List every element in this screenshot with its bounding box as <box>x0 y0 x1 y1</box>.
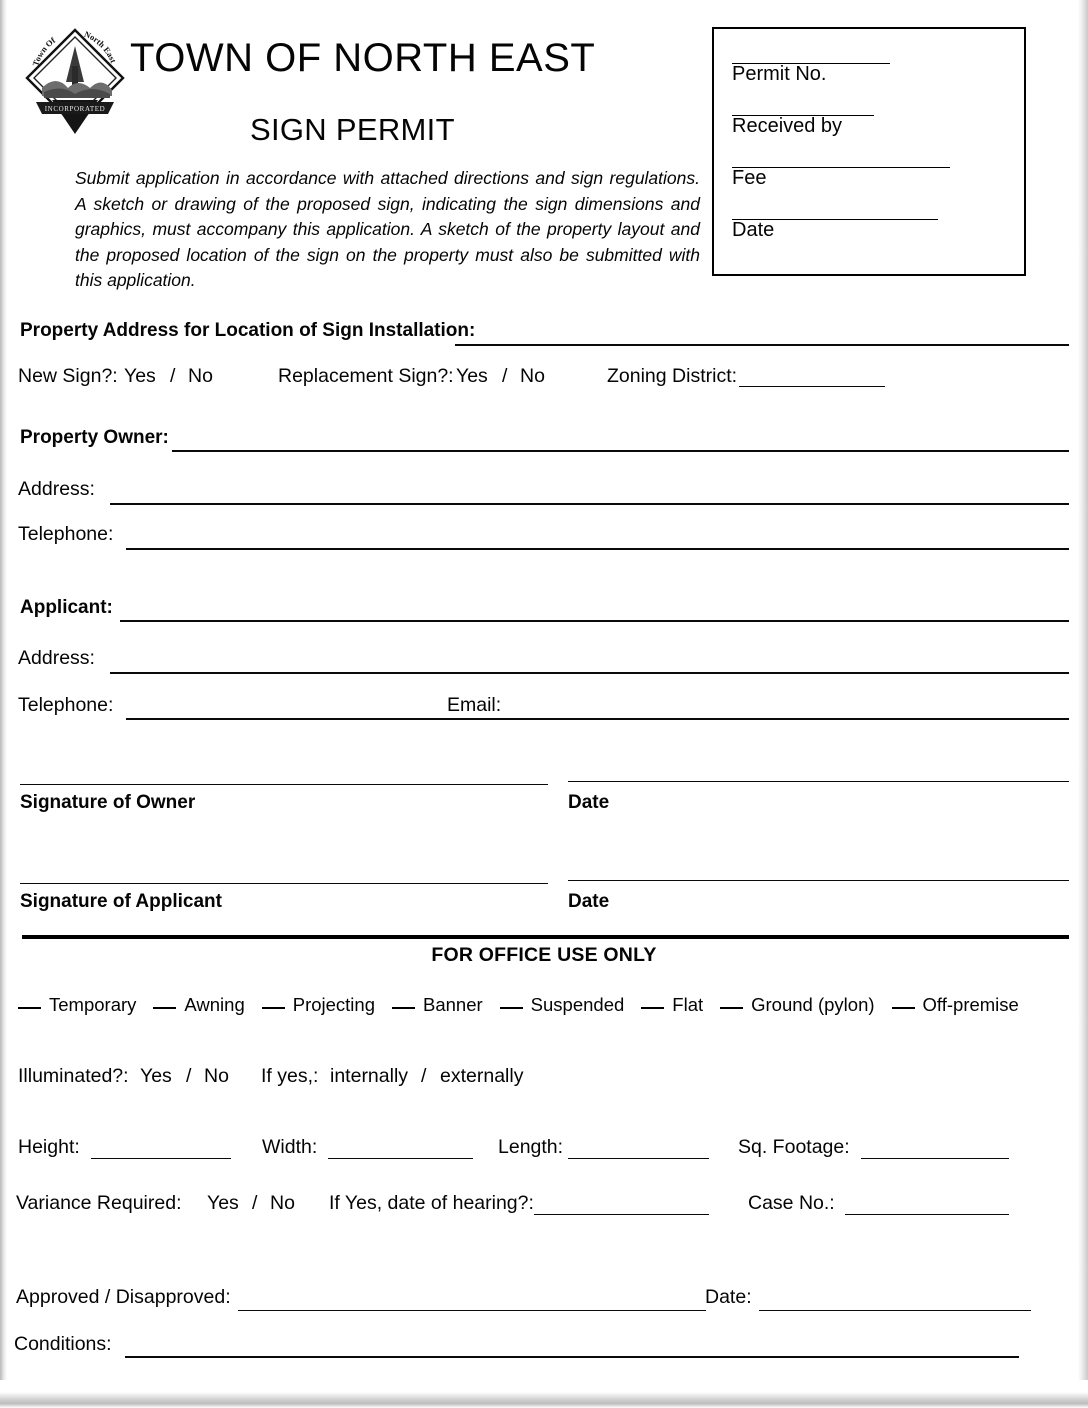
width-label: Width: <box>262 1136 318 1158</box>
applicant-email-input[interactable] <box>440 718 1069 720</box>
approved-date-label: Date: <box>705 1286 752 1308</box>
applicant-signature-label: Signature of Applicant <box>20 891 222 912</box>
sign-type-banner-label: Banner <box>423 994 483 1015</box>
variance-yes-option[interactable]: Yes <box>207 1192 239 1214</box>
replacement-sign-no-option[interactable]: No <box>520 365 545 387</box>
new-sign-no-option[interactable]: No <box>188 365 213 387</box>
sign-type-flat-blank[interactable] <box>641 1007 664 1009</box>
width-input[interactable] <box>328 1158 473 1159</box>
owner-signature-label: Signature of Owner <box>20 792 196 813</box>
illuminated-separator: / <box>186 1065 192 1087</box>
owner-address-label: Address: <box>18 478 95 500</box>
office-use-title: FOR OFFICE USE ONLY <box>431 944 657 966</box>
office-receipt-box <box>712 27 1026 276</box>
permit-no-label: Permit No. <box>732 63 827 85</box>
sign-type-off-premise-label: Off-premise <box>922 994 1019 1015</box>
svg-text:Town Of: Town Of <box>30 35 58 68</box>
sign-type-ground-pylon-blank[interactable] <box>720 1007 743 1009</box>
property-owner-input[interactable] <box>172 450 1069 452</box>
sign-type-off-premise[interactable] <box>892 994 1019 1016</box>
fee-label: Fee <box>732 167 767 189</box>
sign-type-banner[interactable] <box>392 994 483 1016</box>
sq-footage-input[interactable] <box>861 1158 1009 1159</box>
sign-type-awning-label: Awning <box>184 994 245 1015</box>
sign-type-flat-label: Flat <box>672 994 704 1015</box>
new-sign-label: New Sign?: <box>18 365 118 387</box>
sign-type-options <box>18 994 1073 1016</box>
town-seal-icon <box>22 26 128 136</box>
owner-telephone-label: Telephone: <box>18 523 114 545</box>
owner-signature-input[interactable] <box>20 784 548 785</box>
receipt-date-label: Date <box>732 219 775 241</box>
sign-type-projecting-blank[interactable] <box>262 1007 285 1009</box>
sign-type-off-premise-blank[interactable] <box>892 1007 915 1009</box>
applicant-input[interactable] <box>120 620 1069 622</box>
hearing-date-label: If Yes, date of hearing?: <box>329 1192 534 1214</box>
illuminated-label: Illuminated?: <box>18 1065 129 1087</box>
sign-type-temporary-label: Temporary <box>49 994 137 1015</box>
fee-input[interactable] <box>732 167 950 168</box>
sign-type-awning-blank[interactable] <box>153 1007 176 1009</box>
replacement-sign-yes-option[interactable]: Yes <box>456 365 488 387</box>
property-address-label: Property Address for Location of Sign Installation: <box>20 320 476 341</box>
permit-no-input[interactable] <box>732 63 890 64</box>
receipt-date-input[interactable] <box>732 219 938 220</box>
length-label: Length: <box>498 1136 564 1158</box>
sign-type-suspended-label: Suspended <box>530 994 625 1015</box>
sign-type-flat[interactable] <box>641 994 703 1016</box>
illuminated-internal-external-separator: / <box>421 1065 427 1087</box>
svg-text:INCORPORATED: INCORPORATED <box>44 105 106 113</box>
property-address-input[interactable] <box>455 344 1069 346</box>
instructions-text: Submit application in accordance with attached directions and sign regulations. A sketch or drawing of the proposed sign, indicating the sign dimensions and graphics, must accompany this application. A sketch of the property layout and the proposed location of the sign on the property must also be submitted with this application. <box>75 168 700 290</box>
height-input[interactable] <box>91 1158 231 1159</box>
length-input[interactable] <box>568 1158 709 1159</box>
svg-text:North East: North East <box>82 28 119 65</box>
applicant-telephone-label: Telephone: <box>18 694 114 716</box>
illuminated-externally-option[interactable]: externally <box>440 1065 524 1087</box>
conditions-input[interactable] <box>125 1356 1019 1358</box>
form-subtitle: SIGN PERMIT <box>250 112 455 147</box>
page-title: TOWN OF NORTH EAST <box>130 36 596 80</box>
property-owner-label: Property Owner: <box>20 427 169 448</box>
received-by-input[interactable] <box>732 115 874 116</box>
illuminated-no-option[interactable]: No <box>204 1065 229 1087</box>
applicant-signature-date-input[interactable] <box>568 880 1069 881</box>
variance-label: Variance Required: <box>16 1192 182 1214</box>
variance-separator: / <box>252 1192 258 1214</box>
hearing-date-input[interactable] <box>534 1214 709 1215</box>
sign-type-awning[interactable] <box>153 994 244 1016</box>
owner-telephone-input[interactable] <box>126 548 1069 550</box>
applicant-email-label: Email: <box>447 694 502 716</box>
height-label: Height: <box>18 1136 80 1158</box>
approved-date-input[interactable] <box>759 1310 1031 1311</box>
scan-edge-bottom <box>0 1392 1088 1408</box>
office-section-divider <box>22 935 1069 939</box>
approved-disapproved-input[interactable] <box>238 1310 706 1311</box>
applicant-address-input[interactable] <box>110 672 1069 674</box>
illuminated-yes-option[interactable]: Yes <box>140 1065 172 1087</box>
case-no-input[interactable] <box>845 1214 1009 1215</box>
case-no-label: Case No.: <box>748 1192 835 1214</box>
applicant-telephone-input[interactable] <box>126 718 440 720</box>
replacement-sign-separator: / <box>502 365 508 387</box>
sq-footage-label: Sq. Footage: <box>738 1136 850 1158</box>
permit-no-field[interactable] <box>732 63 832 86</box>
sign-type-suspended-blank[interactable] <box>500 1007 523 1009</box>
replacement-sign-label: Replacement Sign?: <box>278 365 454 387</box>
sign-type-projecting-label: Projecting <box>292 994 375 1015</box>
sign-type-temporary[interactable] <box>18 994 136 1016</box>
variance-no-option[interactable]: No <box>270 1192 295 1214</box>
conditions-label: Conditions: <box>14 1333 112 1355</box>
received-by-field[interactable] <box>732 115 848 138</box>
applicant-signature-date-label: Date <box>568 891 610 912</box>
sign-type-ground-pylon[interactable] <box>720 994 874 1016</box>
sign-type-suspended[interactable] <box>500 994 625 1016</box>
scan-edge-right <box>1078 0 1088 1380</box>
sign-type-banner-blank[interactable] <box>392 1007 415 1009</box>
owner-signature-date-label: Date <box>568 792 610 813</box>
sign-type-ground-pylon-label: Ground (pylon) <box>751 994 875 1015</box>
owner-address-input[interactable] <box>110 503 1069 505</box>
owner-signature-date-input[interactable] <box>568 781 1069 782</box>
applicant-signature-input[interactable] <box>20 883 548 884</box>
zoning-district-label: Zoning District: <box>607 365 738 387</box>
received-by-label: Received by <box>732 115 843 137</box>
sign-type-temporary-blank[interactable] <box>18 1007 41 1009</box>
receipt-date-field[interactable] <box>732 219 780 242</box>
applicant-label: Applicant: <box>20 597 113 618</box>
approved-disapproved-label: Approved / Disapproved: <box>16 1286 231 1308</box>
sign-type-projecting[interactable] <box>262 994 375 1016</box>
if-yes-label: If yes,: <box>261 1065 319 1087</box>
applicant-address-label: Address: <box>18 647 95 669</box>
illuminated-internally-option[interactable]: internally <box>330 1065 409 1087</box>
scan-edge-left <box>0 0 7 1380</box>
new-sign-yes-option[interactable]: Yes <box>124 365 156 387</box>
new-sign-separator: / <box>170 365 176 387</box>
zoning-district-input[interactable] <box>739 386 885 387</box>
fee-field[interactable] <box>732 167 772 190</box>
